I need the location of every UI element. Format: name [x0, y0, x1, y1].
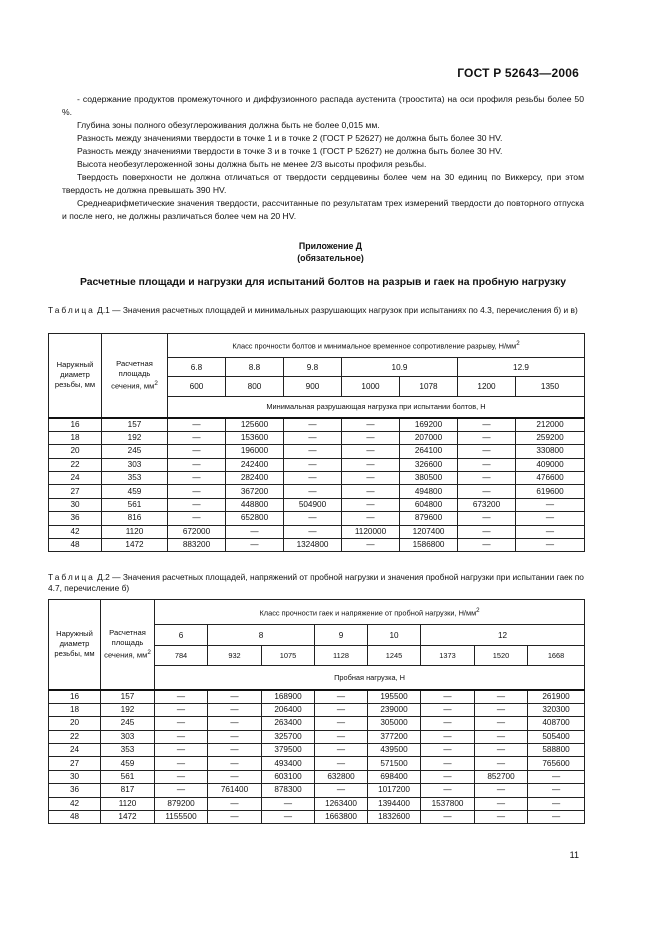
table-cell: 459: [101, 757, 155, 770]
table-cell: —: [315, 717, 368, 730]
table-cell: 604800: [400, 498, 458, 511]
table1-header-class-sup: 2: [516, 340, 520, 348]
table-row: [49, 512, 585, 525]
table-cell: 459: [102, 485, 168, 498]
table2-stress: 784: [155, 646, 208, 666]
table2: [48, 599, 585, 824]
paragraph: Высота необезуглероженной зоны должна быть не менее 2/3 высоты профиля резьбы.: [77, 159, 427, 169]
table-cell: 259200: [516, 431, 585, 444]
table-row: [49, 458, 585, 471]
table-cell: —: [458, 431, 516, 444]
table-cell: —: [342, 539, 400, 552]
paragraph: - содержание продуктов промежуточного и диффузионного распада аустенита (троостита) на оси профиля резьбы более 50 %.: [62, 94, 584, 117]
table-cell: —: [315, 784, 368, 797]
table-cell: —: [342, 445, 400, 458]
table-cell: —: [155, 757, 208, 770]
table-cell: 195500: [368, 690, 421, 704]
table1-subheader: Минимальная разрушающая нагрузка при испытании болтов, Н: [168, 397, 585, 418]
table-row: [49, 485, 585, 498]
table-cell: 439500: [368, 744, 421, 757]
table-cell: 698400: [368, 770, 421, 783]
table-cell: 353: [101, 744, 155, 757]
table-cell: 245: [101, 717, 155, 730]
table-cell: —: [475, 811, 528, 824]
table1-class: 9.8: [284, 358, 342, 377]
table-cell: 1263400: [315, 797, 368, 810]
table-row: [49, 445, 585, 458]
table-cell: —: [155, 703, 208, 716]
table-cell: —: [528, 770, 585, 783]
table-cell: —: [475, 797, 528, 810]
table1-header-area-text: Расчетная площадь сечения, мм: [111, 358, 155, 391]
table-cell: —: [226, 539, 284, 552]
table-cell: 377200: [368, 730, 421, 743]
table-cell: 493400: [262, 757, 315, 770]
table1-header-class-text: Класс прочности болтов и минимальное временное сопротивление разрыву, Н/мм: [232, 341, 517, 351]
table-cell: 379500: [262, 744, 315, 757]
table-row: [49, 431, 585, 444]
table-cell: —: [155, 770, 208, 783]
table2-caption-label: Таблица: [48, 572, 95, 582]
table-row: [49, 418, 585, 432]
table-row: [49, 744, 585, 757]
table2-header-area-sup: 2: [147, 648, 151, 656]
table-cell: —: [421, 744, 475, 757]
table-cell: 761400: [208, 784, 262, 797]
table-row: [49, 703, 585, 716]
table-cell: 263400: [262, 717, 315, 730]
table-cell: —: [342, 431, 400, 444]
table-cell: —: [168, 418, 226, 432]
table-cell: 1207400: [400, 525, 458, 538]
table-cell: 652800: [226, 512, 284, 525]
table-cell: 380500: [400, 472, 458, 485]
table1-class: 12.9: [458, 358, 585, 377]
table-cell: 817: [101, 784, 155, 797]
table-cell: —: [421, 811, 475, 824]
table-cell: —: [208, 703, 262, 716]
table-cell: —: [284, 445, 342, 458]
table-cell: 30: [49, 770, 101, 783]
table-cell: 27: [49, 485, 102, 498]
table-cell: —: [475, 730, 528, 743]
table-cell: —: [475, 703, 528, 716]
table-cell: —: [284, 525, 342, 538]
table-cell: 20: [49, 717, 101, 730]
table1-caption-text: Д.1 — Значения расчетных площадей и минимальных разрушающих нагрузок при испытаниях по 4.3, перечисления б) и в): [97, 305, 578, 315]
table1-header-class: [168, 334, 585, 358]
table-cell: 330800: [516, 445, 585, 458]
table-cell: 1120: [102, 525, 168, 538]
table-cell: 245: [102, 445, 168, 458]
table-cell: —: [208, 770, 262, 783]
table1-caption: [48, 305, 584, 316]
table2-class: 12: [421, 625, 585, 646]
table-cell: 206400: [262, 703, 315, 716]
table1-strength: 1200: [458, 377, 516, 397]
table1-strength: 900: [284, 377, 342, 397]
table-cell: 353: [102, 472, 168, 485]
table2-class: 6: [155, 625, 208, 646]
page-number: 11: [569, 850, 579, 860]
table-row: [49, 690, 585, 704]
table-cell: 22: [49, 458, 102, 471]
table1-caption-label: Таблица: [48, 305, 95, 315]
table-cell: 239000: [368, 703, 421, 716]
paragraph: Глубина зоны полного обезуглероживания должна быть не более 0,015 мм.: [77, 120, 380, 130]
table2-stress: 1373: [421, 646, 475, 666]
table-cell: —: [168, 512, 226, 525]
table2-subheader: Пробная нагрузка, Н: [155, 666, 585, 690]
table-cell: —: [516, 512, 585, 525]
table-cell: —: [516, 525, 585, 538]
table-cell: —: [208, 757, 262, 770]
table-cell: 303: [102, 458, 168, 471]
table-cell: 504900: [284, 498, 342, 511]
table-row: [49, 730, 585, 743]
table2-class: 8: [208, 625, 315, 646]
table1-strength: 1000: [342, 377, 400, 397]
table-cell: —: [458, 525, 516, 538]
table1-strength: 600: [168, 377, 226, 397]
table-cell: 1017200: [368, 784, 421, 797]
table-cell: —: [155, 784, 208, 797]
table2-class: 10: [368, 625, 421, 646]
paragraph: Разность между значениями твердости в точке 3 и в точке 1 (ГОСТ Р 52627) не должна быть более 30 HV.: [77, 146, 503, 156]
table-cell: 48: [49, 539, 102, 552]
table-cell: 1472: [101, 811, 155, 824]
table-cell: 1155500: [155, 811, 208, 824]
table-cell: 261900: [528, 690, 585, 704]
table-cell: 153600: [226, 431, 284, 444]
table2-class: 9: [315, 625, 368, 646]
table-cell: 619600: [516, 485, 585, 498]
table-cell: —: [168, 472, 226, 485]
table-cell: —: [168, 485, 226, 498]
table1-header-area: [102, 334, 168, 418]
table-cell: 196000: [226, 445, 284, 458]
table1-strength: 1078: [400, 377, 458, 397]
table-cell: 212000: [516, 418, 585, 432]
table-cell: —: [421, 690, 475, 704]
table-row: [49, 472, 585, 485]
table-cell: —: [458, 472, 516, 485]
table-cell: —: [155, 690, 208, 704]
table2-stress: 1128: [315, 646, 368, 666]
table-cell: 320300: [528, 703, 585, 716]
table-cell: —: [284, 512, 342, 525]
table-cell: 505400: [528, 730, 585, 743]
table-cell: 168900: [262, 690, 315, 704]
table-cell: 207000: [400, 431, 458, 444]
table-cell: —: [315, 690, 368, 704]
table-cell: 448800: [226, 498, 284, 511]
table-row: [49, 784, 585, 797]
table-cell: —: [284, 418, 342, 432]
table-row: [49, 498, 585, 511]
table1-strength: 1350: [516, 377, 585, 397]
paragraph: Разность между значениями твердости в точке 1 и в точке 2 (ГОСТ Р 52627) не должна быть более 30 HV.: [77, 133, 503, 143]
table-cell: 30: [49, 498, 102, 511]
table-cell: —: [458, 539, 516, 552]
table-cell: 632800: [315, 770, 368, 783]
table-cell: —: [516, 498, 585, 511]
table-cell: 672000: [168, 525, 226, 538]
table-cell: 852700: [475, 770, 528, 783]
table-cell: 169200: [400, 418, 458, 432]
table-cell: 157: [101, 690, 155, 704]
table-cell: —: [262, 797, 315, 810]
table-cell: 561: [102, 498, 168, 511]
table-cell: —: [226, 525, 284, 538]
table-cell: 16: [49, 690, 101, 704]
table-row: [49, 539, 585, 552]
table2-caption-text: Д.2 — Значения расчетных площадей, напряжений от пробной нагрузки и значения пробной нагрузки при испытании гаек по 4.7, перечисление б): [48, 572, 584, 593]
table-cell: 325700: [262, 730, 315, 743]
table-cell: 36: [49, 784, 101, 797]
table1-header-diameter: Наружный диаметр резьбы, мм: [49, 334, 102, 418]
table-cell: —: [262, 811, 315, 824]
table-cell: —: [315, 730, 368, 743]
table2-header-area-text: Расчетная площадь сечения, мм: [104, 627, 148, 660]
table-cell: 673200: [458, 498, 516, 511]
table-cell: —: [208, 717, 262, 730]
table-cell: —: [155, 730, 208, 743]
paragraph: Среднеарифметические значения твердости, рассчитанные по результатам трех измерений твердости до повторного отпуска и после него, не должны различаться более чем на 20 HV.: [62, 198, 584, 221]
table-cell: —: [208, 811, 262, 824]
table-cell: 408700: [528, 717, 585, 730]
table-cell: —: [342, 472, 400, 485]
table-cell: —: [315, 703, 368, 716]
table-cell: —: [315, 757, 368, 770]
table-cell: —: [168, 498, 226, 511]
table-row: [49, 770, 585, 783]
appendix-status: (обязательное): [297, 253, 364, 263]
table2-stress: 1520: [475, 646, 528, 666]
table2-header-class-text: Класс прочности гаек и напряжение от пробной нагрузки, Н/мм: [259, 608, 477, 618]
table1-class: 10.9: [342, 358, 458, 377]
table-cell: —: [342, 498, 400, 511]
table-cell: 326600: [400, 458, 458, 471]
table2-stress: 1245: [368, 646, 421, 666]
table-cell: 571500: [368, 757, 421, 770]
table2-header-area: [101, 600, 155, 690]
table-cell: 192: [101, 703, 155, 716]
table-cell: 494800: [400, 485, 458, 498]
table-cell: 22: [49, 730, 101, 743]
table1-class: 8.8: [226, 358, 284, 377]
table-cell: 24: [49, 472, 102, 485]
table-cell: —: [342, 512, 400, 525]
table-cell: 765600: [528, 757, 585, 770]
table-cell: —: [208, 730, 262, 743]
table-cell: 18: [49, 431, 102, 444]
table-cell: 16: [49, 418, 102, 432]
table-cell: 42: [49, 525, 102, 538]
table1: [48, 333, 585, 552]
table-cell: —: [458, 512, 516, 525]
table-cell: 476600: [516, 472, 585, 485]
table-cell: 561: [101, 770, 155, 783]
section-title: Расчетные площади и нагрузки для испытаний болтов на разрыв и гаек на пробную нагрузку: [79, 277, 566, 288]
table-cell: —: [208, 690, 262, 704]
table-cell: 303: [101, 730, 155, 743]
table-cell: —: [342, 418, 400, 432]
table-cell: —: [284, 472, 342, 485]
table-cell: —: [528, 797, 585, 810]
table-cell: 603100: [262, 770, 315, 783]
table-cell: —: [458, 485, 516, 498]
table-cell: 367200: [226, 485, 284, 498]
table-cell: —: [516, 539, 585, 552]
table-row: [49, 525, 585, 538]
table-cell: 157: [102, 418, 168, 432]
table1-class: 6.8: [168, 358, 226, 377]
table-cell: —: [315, 744, 368, 757]
table-cell: —: [342, 458, 400, 471]
table-cell: —: [475, 690, 528, 704]
table-cell: —: [208, 797, 262, 810]
appendix-title: Приложение Д: [298, 241, 363, 251]
table-cell: —: [284, 431, 342, 444]
table-cell: —: [284, 485, 342, 498]
table-cell: 1586800: [400, 539, 458, 552]
table-cell: 18: [49, 703, 101, 716]
table-cell: —: [208, 744, 262, 757]
table-cell: 42: [49, 797, 101, 810]
standard-code: ГОСТ Р 52643—2006: [457, 66, 579, 80]
table-cell: —: [168, 431, 226, 444]
table-cell: 1832600: [368, 811, 421, 824]
table2-header-class-sup: 2: [476, 606, 480, 614]
table-cell: —: [475, 717, 528, 730]
table-cell: —: [421, 703, 475, 716]
table-cell: 879200: [155, 797, 208, 810]
table-cell: 1663800: [315, 811, 368, 824]
paragraph: Твердость поверхности не должна отличаться от твердости сердцевины более чем на 30 единиц по Виккерсу, при этом твердость не должна превышать 390 HV.: [62, 172, 584, 195]
table-cell: 816: [102, 512, 168, 525]
table-cell: 27: [49, 757, 101, 770]
table-cell: —: [458, 445, 516, 458]
table-cell: 242400: [226, 458, 284, 471]
table2-stress: 1075: [262, 646, 315, 666]
table-row: [49, 757, 585, 770]
table-cell: —: [421, 730, 475, 743]
table-cell: —: [421, 784, 475, 797]
table1-strength: 800: [226, 377, 284, 397]
table-cell: 1120000: [342, 525, 400, 538]
table-cell: —: [475, 784, 528, 797]
table-cell: —: [284, 458, 342, 471]
table-cell: 878300: [262, 784, 315, 797]
table-cell: 125600: [226, 418, 284, 432]
table-cell: —: [528, 784, 585, 797]
table-cell: —: [458, 418, 516, 432]
table-cell: 1120: [101, 797, 155, 810]
table-cell: —: [421, 717, 475, 730]
table2-caption: [48, 572, 584, 594]
table-row: [49, 717, 585, 730]
table-cell: —: [342, 485, 400, 498]
table-cell: —: [475, 744, 528, 757]
table-cell: 588800: [528, 744, 585, 757]
table-cell: —: [168, 458, 226, 471]
table-row: [49, 811, 585, 824]
table-cell: 1537800: [421, 797, 475, 810]
table-cell: 1472: [102, 539, 168, 552]
table-cell: —: [155, 717, 208, 730]
table-cell: —: [168, 445, 226, 458]
table-cell: —: [421, 770, 475, 783]
table-cell: 883200: [168, 539, 226, 552]
table-cell: —: [528, 811, 585, 824]
table-cell: 1394400: [368, 797, 421, 810]
table-cell: 24: [49, 744, 101, 757]
table-cell: —: [421, 757, 475, 770]
table-cell: 282400: [226, 472, 284, 485]
table-cell: 264100: [400, 445, 458, 458]
table-cell: —: [155, 744, 208, 757]
table-cell: —: [458, 458, 516, 471]
table-cell: 48: [49, 811, 101, 824]
table-cell: 20: [49, 445, 102, 458]
table-cell: 192: [102, 431, 168, 444]
table-cell: —: [475, 757, 528, 770]
table-row: [49, 797, 585, 810]
table-cell: 305000: [368, 717, 421, 730]
table2-header-diameter: Наружный диаметр резьбы, мм: [49, 600, 101, 690]
table2-stress: 932: [208, 646, 262, 666]
table2-stress: 1668: [528, 646, 585, 666]
table-cell: 1324800: [284, 539, 342, 552]
table1-header-area-sup: 2: [154, 379, 158, 387]
table-cell: 879600: [400, 512, 458, 525]
table2-header-class: [155, 600, 585, 625]
table-cell: 36: [49, 512, 102, 525]
table-cell: 409000: [516, 458, 585, 471]
